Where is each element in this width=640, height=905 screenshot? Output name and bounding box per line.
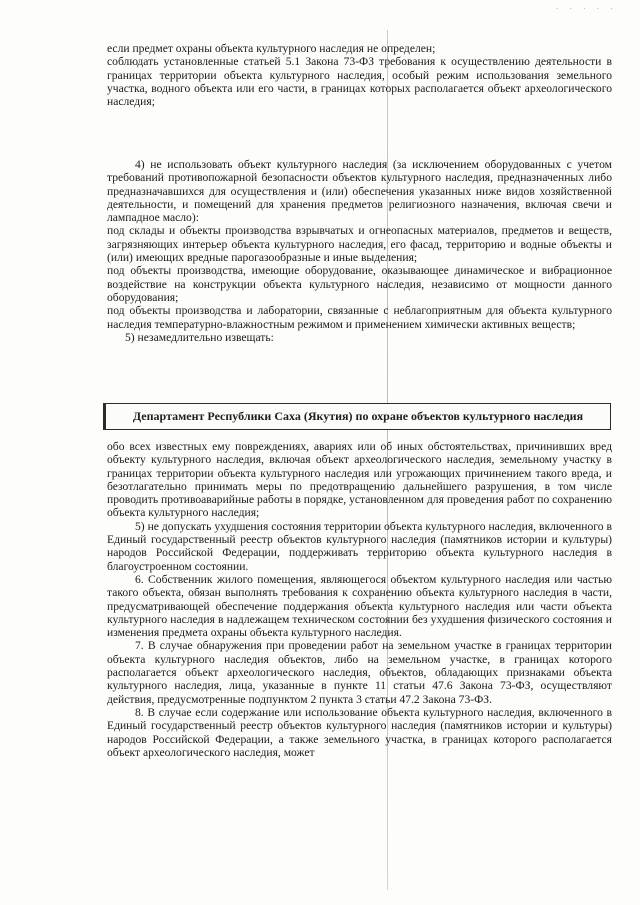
section-bottom bbox=[107, 440, 612, 759]
paragraph: 7. В случае обнаружения при проведении работ на земельном участке в границах территории объекта культурного наследия объектов, либо на земельном участке, в границах которого располагается объект археологического наследия, объектов, обладающих признаками объекта культурного наследия, лица, указанные в пункте 11 статьи 47.6 Закона 73-ФЗ, осуществляют действия, предусмотренные подпунктом 2 пункта 3 статьи 47.2 Закона 73-ФЗ. bbox=[107, 639, 612, 706]
paragraph: если предмет охраны объекта культурного наследия не определен; bbox=[107, 42, 436, 55]
paragraph: под объекты производства и лаборатории, связанные с неблагоприятным для объекта культурного наследия температурно-влажностным режимом и применением химически активных веществ; bbox=[107, 304, 612, 331]
paragraph: соблюдать установленные статьей 5.1 Закона 73-ФЗ требования к осуществлению деятельности в границах территории объекта культурного наследия, особый режим использования земельного участка, водного объекта или его части, в границах которых располагается объект археологического наследия; bbox=[107, 55, 612, 109]
paragraph: 5) не допускать ухудшения состояния территории объекта культурного наследия, включенного в Единый государственный реестр объектов культурного наследия (памятников истории и культуры) народов Российской Федерации, поддерживать территорию объекта культурного наследия в благоустроенном состоянии. bbox=[107, 519, 612, 573]
paragraph: 8. В случае если содержание или использование объекта культурного наследия, включенного в Единый государственный реестр объектов культурного наследия (памятников истории и культуры) народов Российской Федерации, а также земельного участка, в границах которого располагается объект археологического наследия, может bbox=[107, 705, 612, 759]
paragraph: 5) незамедлительно извещать: bbox=[125, 330, 274, 344]
paragraph: обо всех известных ему повреждениях, авариях или об иных обстоятельствах, причинивших вред объекту культурного наследия, включая объект археологического наследия, земельному участку в границах территории объекта культурного наследия или угрожающих причинением такого вреда, и безотлагательно принимать меры по предотвращению дальнейшего разрушения, в том числе проводить противоаварийные работы в порядке, установленном для проведения работ по сохранению объекта культурного наследия; bbox=[107, 440, 612, 520]
department-stamp: Департамент Республики Саха (Якутия) по охране объектов культурного наследия bbox=[103, 403, 611, 430]
paragraph: под объекты производства, имеющие оборудование, оказывающее динамическое и вибрационное воздействие на конструкции объекта культурного наследия, независимо от мощности данного оборудования; bbox=[107, 264, 612, 304]
paragraph: под склады и объекты производства взрывчатых и огнеопасных материалов, предметов и веществ, загрязняющих интерьер объекта культурного наследия, его фасад, территорию и водные объекты и (или) имеющих вредные парогазообразные и иные выделения; bbox=[107, 224, 612, 265]
paragraph: 4) не использовать объект культурного наследия (за исключением оборудованных с учетом требований противопожарной безопасности объектов культурного наследия, предназначенных либо предназначавшихся для осуществления и (или) обеспечения указанных ниже видов хозяйственной деятельности, и помещений для хранения предметов религиозного назначения, включая свечи и лампадное масло): bbox=[107, 158, 612, 225]
scan-specks: · · · · · bbox=[554, 4, 616, 13]
section-mid bbox=[107, 158, 612, 344]
section-top bbox=[107, 42, 612, 108]
paragraph: 6. Собственник жилого помещения, являющегося объектом культурного наследия или частью такого объекта, обязан выполнять требования к сохранению объекта культурного наследия в части, предусматривающей обеспечение поддержания объекта культурного наследия или части объекта культурного наследия в надлежащем техническом состоянии без ухудшения физического состояния и изменения предмета охраны объекта культурного наследия. bbox=[107, 572, 612, 640]
